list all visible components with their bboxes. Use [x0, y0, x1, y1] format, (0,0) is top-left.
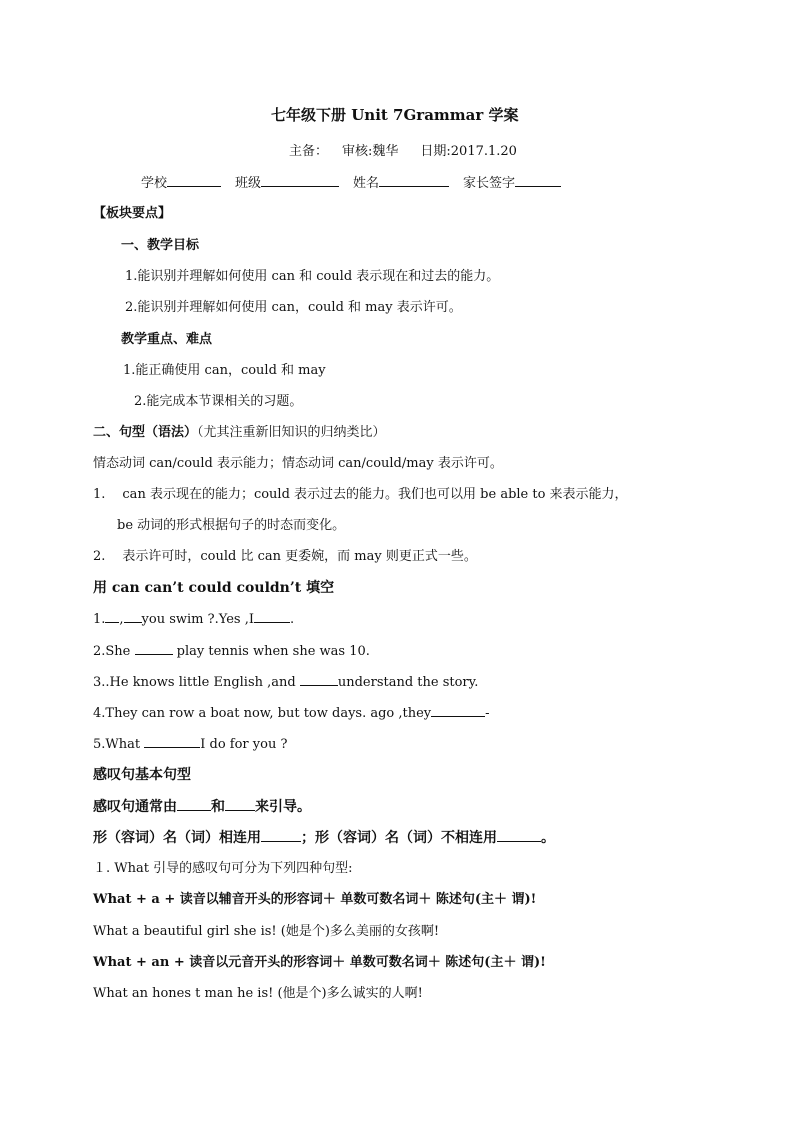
exclaim-line-1-c: 来引导。 [255, 799, 311, 815]
point-2-text: 表示许可时，could 比 can 更委婉，而 may 则更正式一些。 [122, 549, 477, 564]
exclaim-line-2-b: ；形（容词）名（词）不相连用 [301, 830, 497, 846]
exclaim-rule-2: What + an + 读音以元音开头的形容词＋ 单数可数名词＋ 陈述句(主＋ 谓)! [93, 955, 546, 970]
keypoints-heading: 教学重点、难点 [121, 332, 213, 347]
keypoint-item-2: 2.能完成本节课相关的习题。 [134, 394, 303, 409]
grammar-note: （尤其注重新旧知识的归纳类比） [197, 425, 386, 440]
grammar-point-1 [93, 486, 628, 504]
name-blank[interactable] [379, 174, 449, 187]
class-blank[interactable] [261, 174, 339, 187]
q5-start: 5.What [93, 737, 145, 752]
page-title: 七年级下册 Unit 7Grammar 学案 [271, 106, 519, 124]
q1-number: 1. [93, 612, 106, 627]
exercise-heading: 用 can can’t could couldn’t 填空 [93, 580, 335, 596]
q4-blank[interactable] [431, 704, 485, 717]
info-fields [141, 174, 561, 193]
exclaim-line-2-c: 。 [541, 830, 555, 846]
name-label: 姓名 [353, 176, 380, 191]
exercise-q4 [93, 704, 490, 723]
q1-end: . [289, 612, 295, 627]
q1-blank-1[interactable] [105, 610, 119, 623]
q2-blank[interactable] [135, 642, 173, 655]
goal-item-1: 1.能识别并理解如何使用 can 和 could 表示现在和过去的能力。 [125, 269, 500, 284]
grammar-heading-line [93, 424, 386, 442]
goals-heading: 一、教学目标 [121, 238, 200, 253]
exercise-q1 [93, 610, 294, 629]
grammar-intro: 情态动词 can/could 表示能力；情态动词 can/could/may 表示许可。 [93, 456, 503, 471]
grammar-heading: 二、句型（语法） [93, 425, 198, 440]
q1-text: you swim ?.Yes ,I [141, 612, 254, 627]
exclaim-line-1-a: 感叹句通常由 [93, 799, 177, 815]
q3-text: understand the story. [337, 675, 479, 690]
exercise-q3 [93, 673, 478, 692]
meta-shenhe: 审核:魏华 [342, 144, 399, 159]
exclaim-blank-4[interactable] [497, 829, 541, 842]
exclaim-example-1: What a beautiful girl she is! (她是个)多么美丽的女孩啊! [93, 924, 440, 939]
exercise-q2 [93, 642, 370, 661]
q3-blank[interactable] [300, 673, 338, 686]
exclaim-line-1-b: 和 [211, 799, 225, 815]
school-blank[interactable] [167, 174, 221, 187]
q1-blank-3[interactable] [254, 610, 290, 623]
section-heading: 【板块要点】 [93, 206, 172, 221]
parent-label: 家长签字 [463, 176, 516, 191]
exclaim-blank-3[interactable] [261, 829, 301, 842]
point-2-number: 2. [93, 549, 106, 564]
point-1-number: 1. [93, 487, 106, 502]
exclaim-line-2 [93, 829, 555, 847]
q2-text: play tennis when she was 10. [172, 644, 370, 659]
point-1-text: can 表示现在的能力；could 表示过去的能力。我们也可以用 be able to 来表示能力， [122, 487, 628, 502]
q3-start: 3..He knows little English ,and [93, 675, 300, 690]
class-label: 班级 [235, 176, 262, 191]
exclaim-rule-1: What + a + 读音以辅音开头的形容词＋ 单数可数名词＋ 陈述句(主＋ 谓)! [93, 892, 537, 907]
meta-line [289, 143, 517, 161]
grammar-point-1-cont: be 动词的形式根据句子的时态而变化。 [117, 518, 346, 533]
meta-date: 日期:2017.1.20 [420, 144, 517, 159]
q4-start: 4.They can row a boat now, but tow days. ago ,they [93, 706, 432, 721]
exclaim-line-1 [93, 798, 311, 816]
grammar-point-2 [93, 548, 477, 566]
school-label: 学校 [141, 176, 168, 191]
q4-end: - [485, 706, 490, 721]
keypoint-item-1: 1.能正确使用 can，could 和 may [123, 363, 326, 378]
meta-zhubei: 主备： [289, 144, 329, 159]
exclaim-blank-1[interactable] [177, 798, 211, 811]
q2-start: 2.She [93, 644, 135, 659]
q5-text: I do for you ? [200, 737, 288, 752]
goal-item-2: 2.能识别并理解如何使用 can，could 和 may 表示许可。 [125, 300, 462, 315]
parent-blank[interactable] [515, 174, 561, 187]
q1-comma: , [119, 612, 124, 627]
q1-blank-2[interactable] [124, 610, 142, 623]
exclaim-heading: 感叹句基本句型 [93, 767, 191, 783]
exclaim-line-2-a: 形（容词）名（词）相连用 [93, 830, 261, 846]
exclaim-line-3: １. What 引导的感叹句可分为下列四种句型: [93, 861, 353, 876]
q5-blank[interactable] [144, 735, 200, 748]
exercise-q5 [93, 735, 287, 754]
exclaim-example-2: What an hones t man he is! (他是个)多么诚实的人啊! [93, 986, 423, 1001]
exclaim-blank-2[interactable] [225, 798, 255, 811]
